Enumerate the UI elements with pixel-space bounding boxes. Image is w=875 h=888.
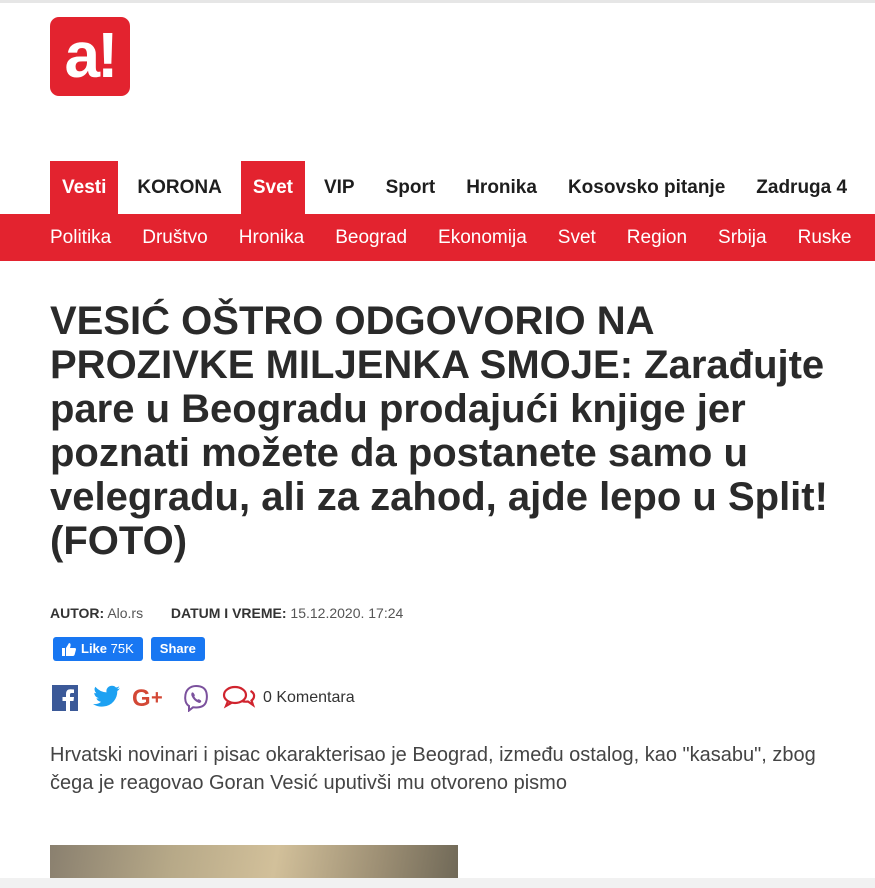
- nav-item-korona[interactable]: KORONA: [137, 177, 222, 198]
- nav-item-vesti[interactable]: Vesti: [50, 161, 118, 214]
- nav-item-sport[interactable]: Sport: [385, 177, 436, 198]
- article-meta: [50, 605, 403, 621]
- site-logo[interactable]: a!: [50, 17, 130, 96]
- nav-item-zadruga[interactable]: Zadruga 4: [756, 177, 848, 198]
- google-plus-icon[interactable]: [132, 683, 170, 713]
- subnav-item-ekonomija[interactable]: Ekonomija: [438, 227, 527, 248]
- article-lead: Hrvatski novinari i pisac okarakterisao je Beograd, između ostalog, kao "kasabu", zbog čega je reagovao Goran Vesić uputivši mu otvoreno pismo: [50, 744, 816, 794]
- comments-count-link[interactable]: 0 Komentara: [263, 689, 355, 706]
- fb-share-button[interactable]: [151, 637, 205, 661]
- top-border: [0, 0, 875, 3]
- author-label: AUTOR:: [50, 605, 105, 621]
- svg-text:+: +: [151, 687, 163, 709]
- sub-nav: [0, 214, 875, 261]
- svg-text:G: G: [132, 685, 151, 711]
- nav-item-hronika[interactable]: Hronika: [466, 177, 537, 198]
- subnav-item-ruske[interactable]: Ruske: [797, 227, 852, 248]
- article-headline: VESIĆ OŠTRO ODGOVORIO NA PROZIVKE MILJENKA SMOJE: Zarađujte pare u Beogradu prodajući knjige jer poznati možete da postanete samo u velegradu, ali za zahod, ajde lepo u Split! (FOTO): [50, 299, 828, 563]
- subnav-item-drustvo[interactable]: Društvo: [142, 227, 208, 248]
- comments-icon[interactable]: [222, 683, 256, 713]
- article-date: 15.12.2020. 17:24: [290, 605, 404, 621]
- fb-share-label: Share: [159, 641, 196, 656]
- nav-item-vip[interactable]: VIP: [323, 177, 355, 198]
- main-nav: [50, 161, 866, 214]
- fb-like-count: 75K: [110, 641, 134, 656]
- subnav-item-region[interactable]: Region: [626, 227, 688, 248]
- facebook-buttons: [53, 637, 213, 661]
- viber-icon[interactable]: [181, 683, 211, 713]
- subnav-item-svet[interactable]: Svet: [557, 227, 596, 248]
- date-label: DATUM I VREME:: [170, 605, 287, 621]
- facebook-icon[interactable]: [50, 683, 80, 713]
- twitter-icon[interactable]: [91, 683, 121, 713]
- share-bar: [50, 683, 355, 713]
- subnav-item-srbija[interactable]: Srbija: [718, 227, 767, 248]
- subnav-item-hronika[interactable]: Hronika: [238, 227, 305, 248]
- nav-item-kosovsko-pitanje[interactable]: Kosovsko pitanje: [567, 177, 726, 198]
- fb-like-button[interactable]: [53, 637, 143, 661]
- nav-item-svet[interactable]: Svet: [241, 161, 305, 214]
- horizontal-scrollbar[interactable]: [0, 878, 875, 888]
- subnav-item-politika[interactable]: Politika: [50, 227, 112, 248]
- fb-like-label: Like: [81, 641, 108, 656]
- thumbs-up-icon: [62, 643, 76, 656]
- author-name[interactable]: Alo.rs: [107, 605, 144, 621]
- subnav-item-beograd[interactable]: Beograd: [335, 227, 408, 248]
